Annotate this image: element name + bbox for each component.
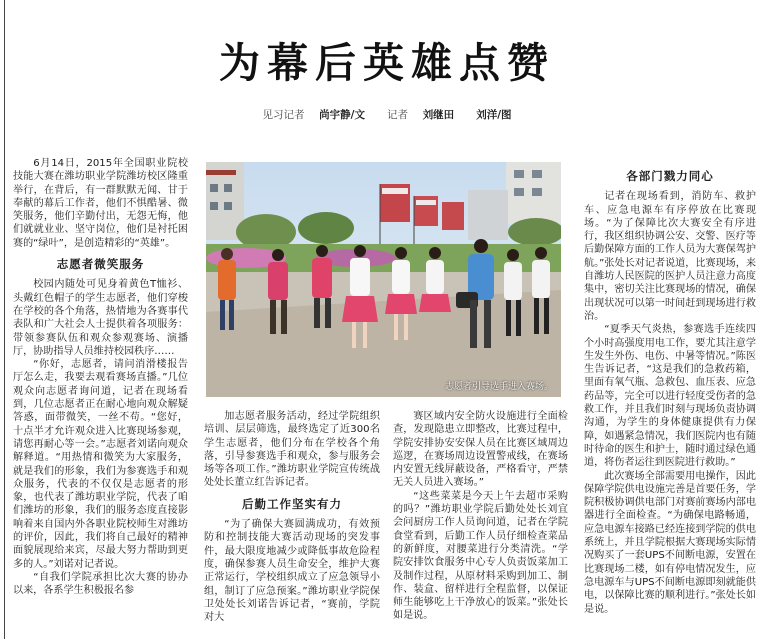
byline-reporter-name-2: 刘洋/图	[476, 109, 512, 121]
byline-intern-label: 见习记者	[262, 109, 305, 121]
paragraph: “自我们学院承担比次大赛的协办以来，各系学生积极报名参	[13, 571, 188, 597]
article-column-3	[393, 410, 568, 639]
intro-paragraph: 6月14日，2015年全国职业院校技能大赛在潍坊职业学院潍坊校区隆重举行，在背后，有一群默默无闻、甘于奉献的幕后工作者，他们不惧酷暑、微笑服务，他们辛勤付出，无怨无悔，他们就就业业、坚守岗位，他们是衬托困赛的“绿叶”，是创造精彩的“英雄”。	[13, 158, 188, 249]
photo-illustration	[206, 162, 561, 397]
subheading-departments: 各部门戮力同心	[626, 170, 714, 183]
paragraph: 记者在现场看到，消防车、救护车、应急电源车有序停放在比赛现场。“为了保障比次大赛安全有序进行，我区组织协调公安、交警、医疗等后勤保障方面的工作人员为大赛保驾护航。”张处长对记者说道，比赛现场，来自潍坊人民医院的医护人员注意力高度集中，密切关注比赛现场的情况，确保出现状况可以第一时间赶到现场进行救治。	[584, 191, 756, 322]
article-column-1	[13, 157, 188, 639]
subheading-logistics: 后勤工作坚实有力	[242, 496, 342, 511]
paragraph: 校园内随处可见身着黄色T恤衫、头戴红色帽子的学生志愿者，他们穿梭在学校的各个角落，热情地为各赛事代表队和广大社会人士提供着各项服务：带领参赛队伍和观众参观赛场、演播厅，协助指导人员维持校园秩序……	[13, 279, 188, 357]
article-column-4	[584, 170, 756, 639]
subheading-volunteer: 志愿者微笑服务	[56, 257, 145, 272]
article-headline: 为幕后英雄点赞	[219, 39, 555, 87]
paragraph: 赛区域内安全防火设施进行全面检查，发现隐患立即整改，比赛过程中，学院安排协安安保人员在比赛区域周边巡逻，在赛场周边设置警戒线，在赛场内安置无线屏蔽设备，严格看守，严禁无关人员进入赛场。”	[393, 411, 568, 489]
byline	[0, 107, 774, 122]
paragraph: 加志愿者服务活动，经过学院组织培训、层层筛选，最终选定了近300名学生志愿者，他们分布在学校各个角落，引导参赛选手和观众，参与服务会场等各项工作。”潍坊职业学院宣传统战处处长董立红告诉记者。	[204, 411, 380, 489]
left-column-rule	[4, 0, 5, 639]
paragraph: “这些菜菜是今天上午去超市采购的吗？”潍坊职业学院后勤处处长刘宜会问厨房工作人员询问道，记者在学院食堂看到，后勤工作人员仔细检查菜品的新鲜度，对腰菜进行分类清洗。“学院安排饮食服务中心专人负责饭菜加工及制作过程，从原材料采购到加工、制作、装盒、留样进行全程监督，以保证师生能够吃上干净放心的饭菜。”张处长如是说。	[393, 490, 568, 622]
byline-reporter-label: 记者	[387, 109, 408, 121]
paragraph: “为了确保大赛圆满成功，有效预防和控制技能大赛活动现场的突发事件，最大限度地减少或降低事故危险程度，确保参赛人员生命安全，维护大赛正常运行，学校组织成立了应急领导小组，制订了应急预案。”潍坊职业学院保卫处处长刘诺告诉记者，“赛前，学院对大	[204, 519, 380, 624]
byline-reporter-name-1: 刘继田	[422, 109, 455, 121]
article-column-2	[204, 410, 380, 639]
paragraph: “夏季天气炎热，参赛选手连续四个小时高强度用电工作，要尤其注意学生发生外伤、电伤、中暑等情况。”陈医生告诉记者，“这是我们的急救药箱，里面有氧气瓶、急救包、血压表、应急药品等，完全可以进行轻度受伤者的急救工作，并且我们时刻与现场负责协调沟通，为学生的身体健康提供有力保障，如遇紧急情况，我们医院内也有随时待命的医生和护士，随时通过绿色通道，将伤者运往到医院进行救助。”	[584, 324, 756, 469]
photo-caption: 志愿者引导选手进入赛场。	[444, 382, 553, 392]
paragraph: 此次赛场全部需要用电操作，因此保障学院供电设施完善是首要任务，学院积极协调供电部门对赛前赛场内部电器进行全面检查。“为确保电路畅通，应急电源车接路已经连接到学院的供电系统上，并且学院根据大赛现场实际情况购买了一套UPS不间断电源，安置在比赛现场二楼，如有停电情况发生，应急电源车与UPS不间断电源即刻就能供电，以保障比赛的顺利进行。”张处长如是说。	[584, 470, 756, 615]
news-photo	[206, 162, 561, 397]
paragraph: “你好，志愿者，请问消滑楼报告厅怎么走，我要去观看赛场直播。”几位观众向志愿者询问道，记者在现场看到，几位志愿者正在耐心地向观众解疑答惑，面带微笑，一丝不苟。“您好，十点半才允许观众进入比赛现场参观，请您再耐心等一会。”志愿者刘诺向观众解释道。“用热情和微笑为大家服务，就是我们的形象，我们为参赛选手和观众服务，代表的不仅仅是志愿者的形象，也代表了潍坊职业学院，代表了咱们潍坊的形象，我们的服务态度直接影响着来自国内外各职业院校师生对潍坊的评价，因此，我们将自己最好的精神面貌展现给来宾，尽最大努力帮助到更多的人。”刘诺对记者说。	[13, 359, 188, 570]
byline-intern-name: 尚宇静/文	[319, 109, 365, 121]
